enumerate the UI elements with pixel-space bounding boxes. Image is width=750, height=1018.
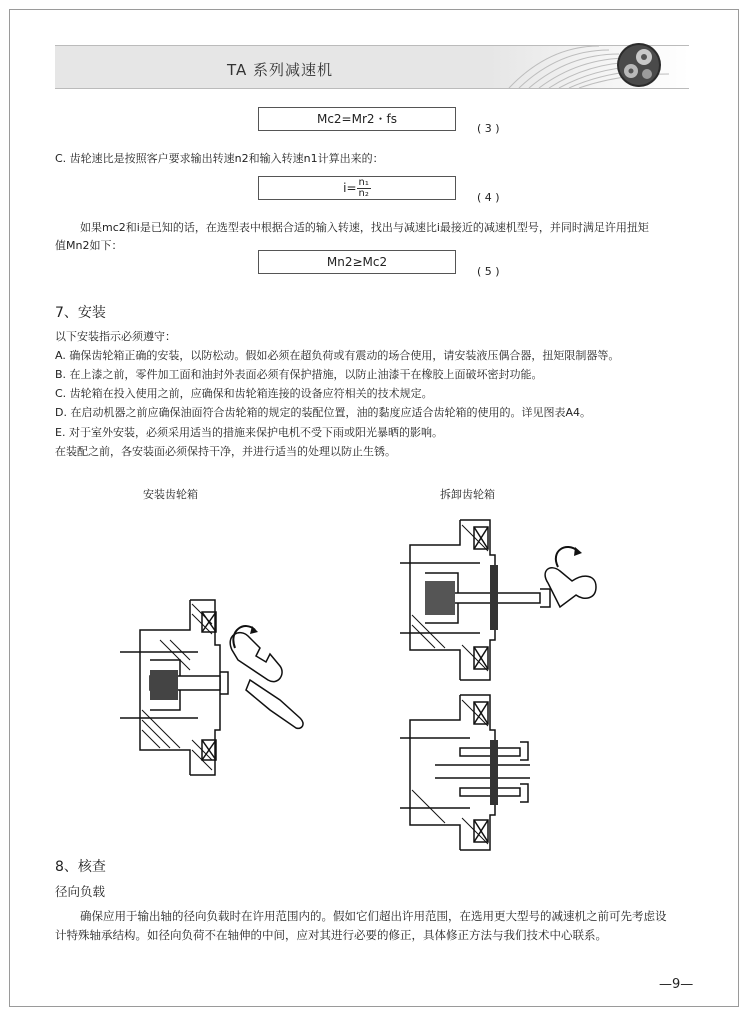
section-8-line2: 计特殊轴承结构。如径向负荷不在轴伸的中间，应对其进行必要的修正，具体修正方法与我们技术中心联系。 <box>55 928 607 942</box>
formula-5-number: ( 5 ) <box>477 265 500 278</box>
install-gearbox-drawing <box>120 590 320 790</box>
section-7-item-d: D. 在启动机器之前应确保油面符合齿轮箱的规定的装配位置，油的黏度应适合齿轮箱的使用的。详见图表A4。 <box>55 406 591 419</box>
section-8-title: 8、核查 <box>55 859 106 875</box>
para-known-line2: 值Mn2如下： <box>55 239 123 252</box>
page-header <box>55 45 689 89</box>
formula-4-box <box>258 176 456 200</box>
gear-logo-icon <box>616 42 662 88</box>
para-c: C. 齿轮速比是按照客户要求输出转速n2和输入转速n1计算出来的： <box>55 152 384 165</box>
para-known-line1: 如果mc2和i是已知的话，在选型表中根据合适的输入转速，找出与减速比i最接近的减速机型号，并同时满足许用扭矩 <box>80 221 649 234</box>
formula-4-number: ( 4 ) <box>477 191 500 204</box>
formula-5-box <box>258 250 456 274</box>
figure-install-label: 安装齿轮箱 <box>143 488 198 501</box>
section-8-subtitle: 径向负载 <box>55 884 106 899</box>
figure-remove-label: 拆卸齿轮箱 <box>440 488 495 501</box>
section-7-item-e: E. 对于室外安装，必须采用适当的措施来保护电机不受下雨或阳光暴晒的影响。 <box>55 426 443 439</box>
page-number: —9— <box>659 977 694 992</box>
section-7-item-a: A. 确保齿轮箱正确的安装，以防松动。假如必须在超负荷或有震动的场合使用，请安装液压偶合器，扭矩限制器等。 <box>55 349 620 362</box>
formula-3-text: Mc2=Mr2・fs <box>316 112 398 126</box>
section-7-outro: 在装配之前，各安装面必须保持干净，并进行适当的处理以防止生锈。 <box>55 445 396 458</box>
formula-5-text: Mn2≥Mc2 <box>326 255 388 269</box>
section-7-item-b: B. 在上漆之前，零件加工面和油封外表面必须有保护措施，以防止油漆干在橡胶上面破坏密封功能。 <box>55 368 543 381</box>
section-8-line1: 确保应用于输出轴的径向负载时在许用范围内的。假如它们超出许用范围，在选用更大型号的减速机之前可先考虑设 <box>80 909 667 923</box>
formula-3-box <box>258 107 456 131</box>
section-7-intro: 以下安装指示必须遵守： <box>55 330 176 343</box>
section-7-title: 7、安装 <box>55 305 106 321</box>
formula-4-prefix: i= <box>343 181 357 195</box>
formula-4-denominator: n₂ <box>358 188 369 199</box>
formula-4-fraction <box>357 178 371 199</box>
formula-3-number: ( 3 ) <box>477 122 500 135</box>
formula-4-numerator: n₁ <box>358 177 369 188</box>
section-7-item-c: C. 齿轮箱在投入使用之前，应确保和齿轮箱连接的设备应符相关的技术规定。 <box>55 387 433 400</box>
remove-gearbox-drawing-top <box>400 515 610 685</box>
remove-gearbox-drawing-bottom <box>400 690 570 855</box>
header-title: TA 系列减速机 <box>227 61 334 79</box>
